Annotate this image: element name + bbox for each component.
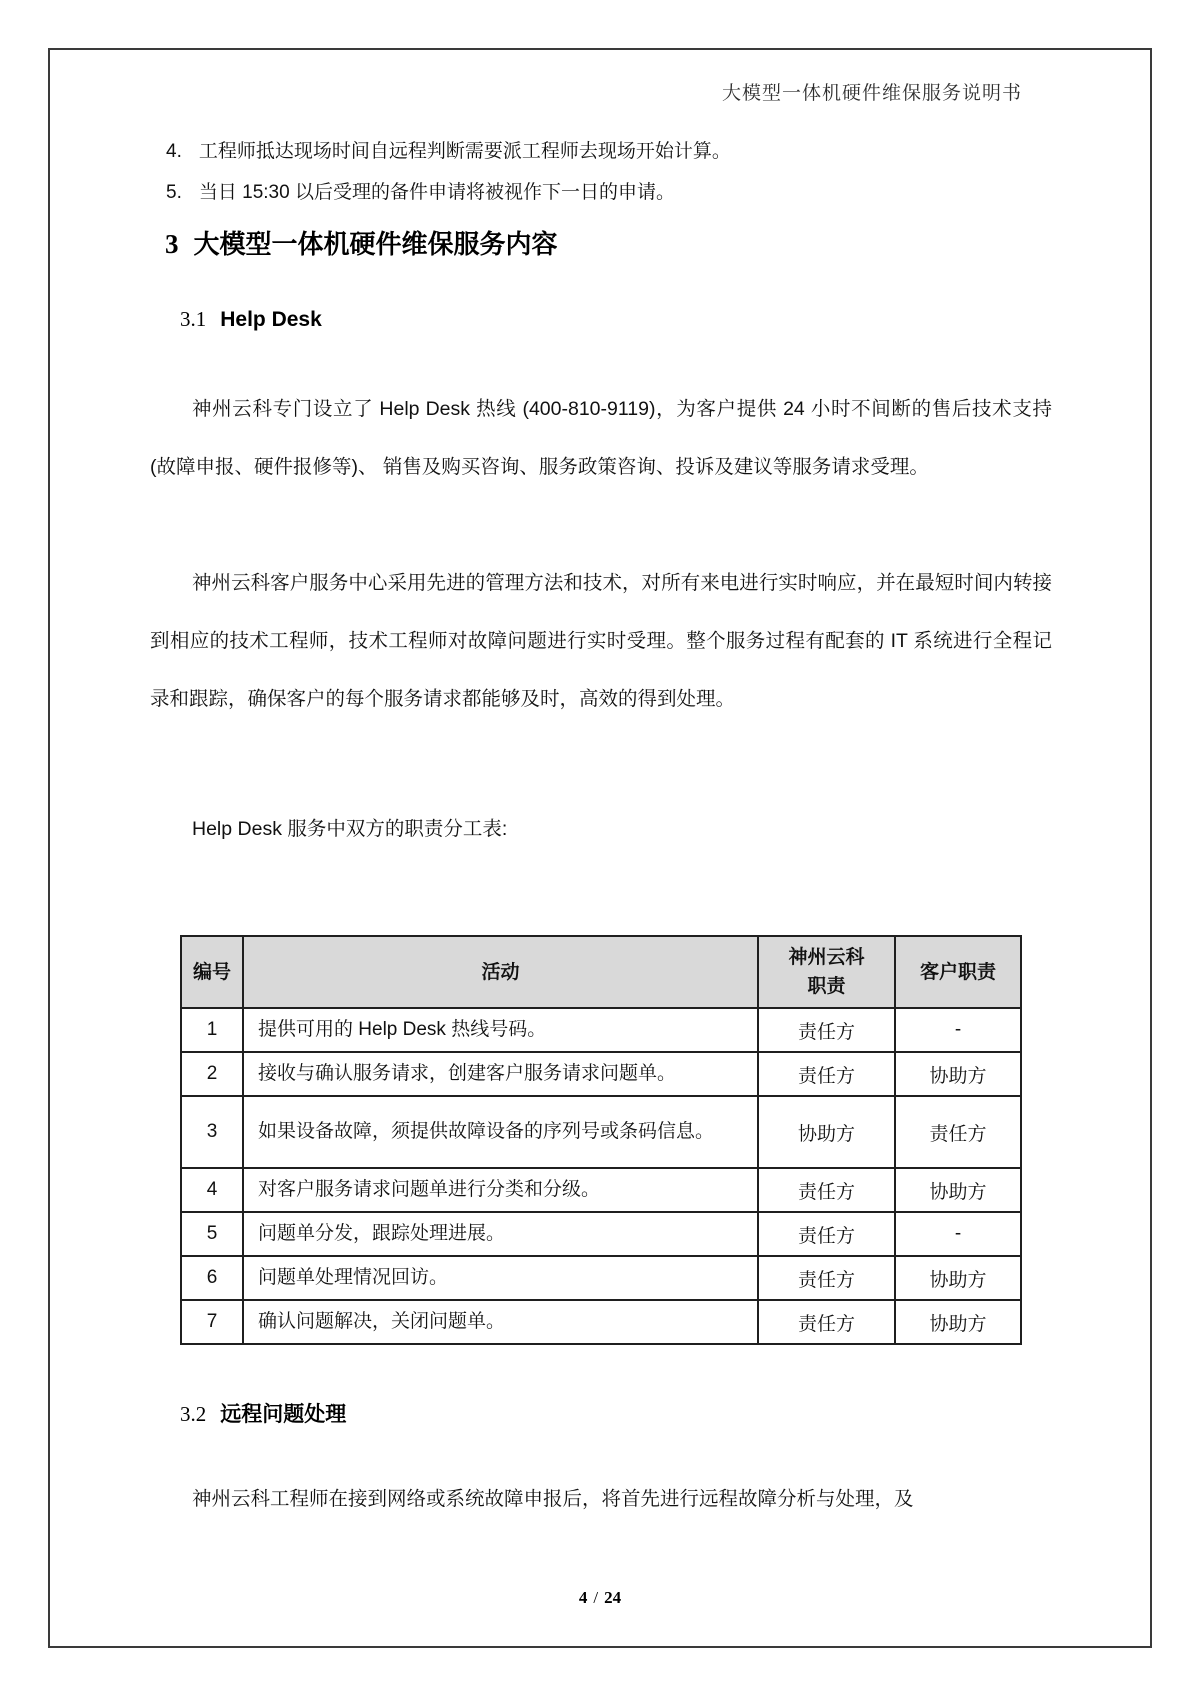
section-title: 远程问题处理	[220, 1403, 347, 1426]
table-row	[181, 1008, 1021, 1052]
column-header-customer-duty: 客户职责	[895, 936, 1021, 1008]
section-title: Help Desk	[220, 308, 322, 331]
cell-id: 5	[181, 1212, 243, 1256]
section-heading-3-2	[180, 1398, 346, 1428]
cell-dcyk-duty: 责任方	[758, 1008, 895, 1052]
cell-customer-duty: 协助方	[895, 1168, 1021, 1212]
cell-dcyk-duty: 责任方	[758, 1212, 895, 1256]
list-item-text: 工程师抵达现场时间自远程判断需要派工程师去现场开始计算。	[198, 141, 731, 162]
cell-id: 7	[181, 1300, 243, 1344]
paragraph-help-desk-1: 神州云科专门设立了 Help Desk 热线 (400-810-9119)，为客户提供 24 小时不间断的售后技术支持 (故障申报、硬件报修等)、 销售及购买咨询、服务政策咨询、投诉及建议等服务请求受理。	[150, 398, 1052, 478]
list-item-number: 5.	[166, 182, 182, 203]
table-row	[181, 1168, 1021, 1212]
cell-customer-duty: 协助方	[895, 1256, 1021, 1300]
cell-id: 3	[181, 1096, 243, 1168]
cell-activity: 接收与确认服务请求，创建客户服务请求问题单。	[243, 1052, 758, 1096]
table-row	[181, 1096, 1021, 1168]
page-number: 4	[578, 1588, 588, 1607]
cell-activity: 问题单处理情况回访。	[243, 1256, 758, 1300]
list-item-number: 4.	[166, 141, 182, 162]
section-heading-3	[165, 224, 558, 261]
cell-activity: 提供可用的 Help Desk 热线号码。	[243, 1008, 758, 1052]
list-item	[166, 140, 1066, 164]
cell-activity: 如果设备故障，须提供故障设备的序列号或条码信息。	[243, 1096, 758, 1168]
section-title: 大模型一体机硬件维保服务内容	[193, 229, 558, 259]
total-pages: 24	[604, 1588, 622, 1607]
page-separator: /	[593, 1588, 599, 1607]
table-row	[181, 1212, 1021, 1256]
cell-customer-duty: 协助方	[895, 1300, 1021, 1344]
cell-activity: 问题单分发，跟踪处理进展。	[243, 1212, 758, 1256]
cell-dcyk-duty: 责任方	[758, 1168, 895, 1212]
column-header-dcyk-duty: 神州云科 职责	[758, 936, 895, 1008]
cell-id: 2	[181, 1052, 243, 1096]
section-number: 3.2	[180, 1402, 207, 1426]
cell-customer-duty: -	[895, 1008, 1021, 1052]
cell-activity: 确认问题解决，关闭问题单。	[243, 1300, 758, 1344]
table-intro-text: Help Desk 服务中双方的职责分工表:	[192, 818, 508, 840]
table-row	[181, 1300, 1021, 1344]
section-number: 3.1	[180, 307, 207, 331]
cell-id: 1	[181, 1008, 243, 1052]
cell-activity: 对客户服务请求问题单进行分类和分级。	[243, 1168, 758, 1212]
paragraph-help-desk-2: 神州云科客户服务中心采用先进的管理方法和技术，对所有来电进行实时响应，并在最短时间内转接到相应的技术工程师，技术工程师对故障问题进行实时受理。整个服务过程有配套的 IT 系统进行全程记录和跟踪，确保客户的每个服务请求都能够及时，高效的得到处理。	[150, 572, 1052, 710]
section-number: 3	[165, 229, 179, 259]
cell-id: 4	[181, 1168, 243, 1212]
cell-customer-duty: -	[895, 1212, 1021, 1256]
page-footer	[0, 1588, 1200, 1608]
section-heading-3-1	[180, 307, 322, 332]
table-header-row	[181, 936, 1021, 1008]
numbered-list	[166, 140, 1066, 222]
table-row	[181, 1256, 1021, 1300]
table-row	[181, 1052, 1021, 1096]
list-item	[166, 181, 1066, 205]
cell-id: 6	[181, 1256, 243, 1300]
cell-dcyk-duty: 责任方	[758, 1256, 895, 1300]
page-header-title: 大模型一体机硬件维保服务说明书	[721, 83, 1022, 104]
cell-customer-duty: 协助方	[895, 1052, 1021, 1096]
list-item-text: 当日 15:30 以后受理的备件申请将被视作下一日的申请。	[198, 182, 675, 203]
cell-customer-duty: 责任方	[895, 1096, 1021, 1168]
column-header-activity: 活动	[243, 936, 758, 1008]
column-header-id: 编号	[181, 936, 243, 1008]
cell-dcyk-duty: 责任方	[758, 1052, 895, 1096]
paragraph-remote-1: 神州云科工程师在接到网络或系统故障申报后，将首先进行远程故障分析与处理，及	[192, 1488, 914, 1510]
cell-dcyk-duty: 协助方	[758, 1096, 895, 1168]
responsibility-table	[180, 935, 1022, 1345]
cell-dcyk-duty: 责任方	[758, 1300, 895, 1344]
